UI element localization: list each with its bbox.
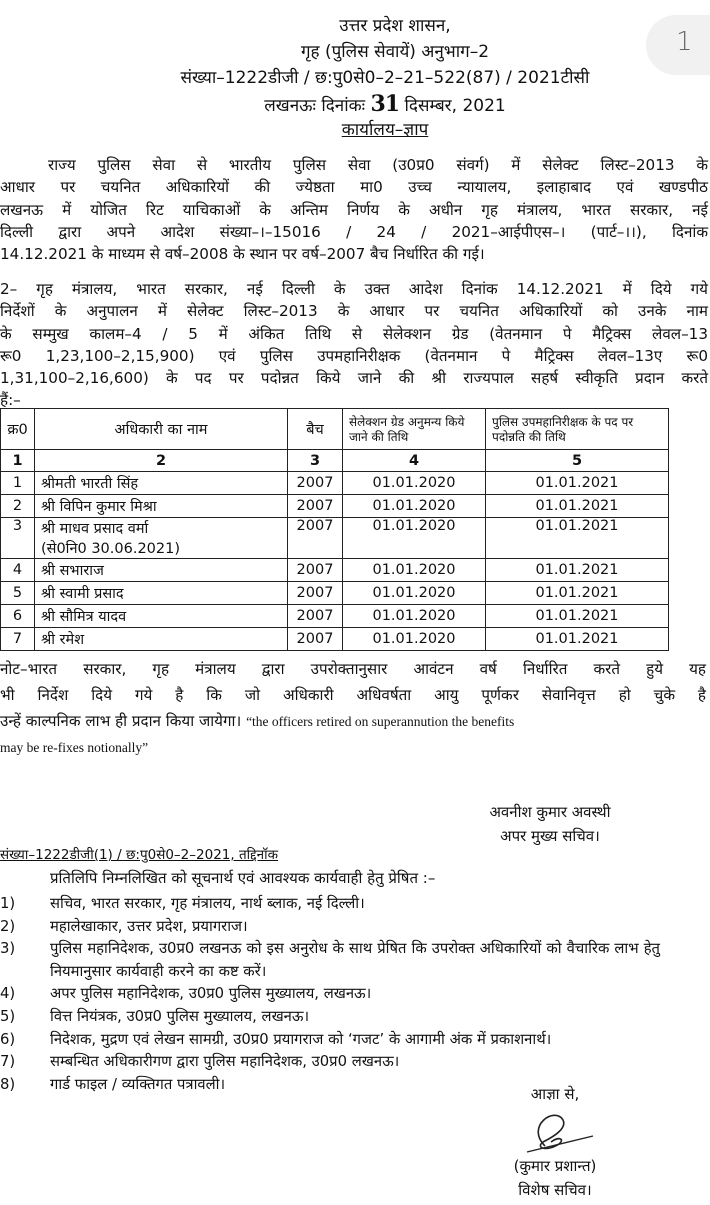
- recipient-text: सम्बन्धित अधिकारीगण द्वारा पुलिस महानिदेशक, उ0प्र0 लखनऊ।: [50, 1053, 400, 1071]
- header-batch: बैच: [288, 409, 343, 450]
- recipient-number: 7): [0, 1053, 16, 1071]
- recipient-number: 6): [0, 1030, 16, 1048]
- signatory-block-2: [485, 1082, 625, 1202]
- by-order-text: आज्ञा से,: [530, 1085, 580, 1103]
- recipient-number: 2): [0, 917, 16, 935]
- note-section: [0, 656, 706, 761]
- table-row: [1, 628, 669, 651]
- recipient-text: वित्त नियंत्रक, उ0प्र0 पुलिस मुख्यालय, लखनऊ।: [50, 1007, 310, 1025]
- cell-promotion-date: 01.01.2021: [486, 472, 669, 495]
- paragraph-line: हैं:–: [0, 391, 21, 410]
- column-number: 3: [288, 450, 343, 472]
- cell-officer-name: [35, 518, 288, 559]
- cell-batch: 2007: [288, 472, 343, 495]
- signatory-designation: विशेष सचिव।: [518, 1181, 592, 1199]
- document-title: कार्यालय–ज्ञाप: [341, 120, 429, 140]
- reference-number: संख्या–1222डीजी / छ:पु0से0–2–21–522(87) / 2021टीसी: [180, 68, 590, 88]
- recipient-text: गार्ड फाइल / व्यक्तिगत पत्रावली।: [50, 1075, 226, 1093]
- cell-selection-grade-date: 01.01.2020: [343, 628, 486, 651]
- column-number: 2: [35, 450, 288, 472]
- cell-serial: 2: [1, 495, 35, 518]
- officer-name: श्री माधव प्रसाद वर्मा: [41, 521, 149, 537]
- cell-selection-grade-date: 01.01.2020: [343, 582, 486, 605]
- paragraph-line: राज्य पुलिस सेवा से भारतीय पुलिस सेवा (उ0प्र0 संवर्ग) में सेलेक्ट लिस्ट–2013 के: [48, 156, 708, 174]
- date-prefix: लखनऊः दिनांकः: [264, 96, 366, 116]
- recipient-number: 4): [0, 985, 16, 1003]
- copy-recipient-item: [0, 893, 710, 916]
- cell-officer-name: श्री सभाराज: [35, 559, 288, 582]
- recipient-text: पुलिस महानिदेशक, उ0प्र0 लखनऊ को इस अनुरोध के साथ प्रेषित कि उपरोक्त अधिकारियों को वैचारिक लाभ हेतु नियमानुसार कार्यवाही करने का कष्ट करें।: [50, 940, 660, 980]
- note-english-quote: “the officers retired on superannution the benefits: [246, 714, 515, 729]
- document-date: [30, 92, 710, 118]
- copy-recipient-item: [0, 1051, 710, 1074]
- government-name: उत्तर प्रदेश शासन,: [339, 16, 451, 36]
- column-number: 4: [343, 450, 486, 472]
- cell-promotion-date: 01.01.2021: [486, 518, 669, 559]
- cell-serial: 3: [1, 518, 35, 559]
- note-line: भी निर्देश दिये गये है कि जो अधिकारी अधिवर्षता आयु पूर्णकर सेवानिवृत्त हो चुके है: [0, 686, 706, 704]
- signatory-name: अवनीश कुमार अवस्थी: [489, 803, 611, 821]
- copy-recipient-item: [0, 938, 710, 983]
- copy-recipient-item: [0, 1006, 710, 1029]
- recipient-text: अपर पुलिस महानिदेशक, उ0प्र0 पुलिस मुख्यालय, लखनऊ।: [50, 985, 372, 1003]
- copy-intro: प्रतिलिपि निम्नलिखित को सूचनार्थ एवं आवश्यक कार्यवाही हेतु प्रेषित :–: [50, 869, 436, 887]
- cell-serial: 1: [1, 472, 35, 495]
- date-suffix: दिसम्बर, 2021: [404, 96, 506, 116]
- cell-officer-name: श्री सौमित्र यादव: [35, 605, 288, 628]
- note-english-quote-end: may be re-fixes notionally”: [0, 740, 149, 755]
- table-row: [1, 472, 669, 495]
- header-selection-grade-date: सेलेक्शन ग्रेड अनुमन्य किये जाने की तिथि: [343, 409, 486, 450]
- copy-reference-number: संख्या–1222डीजी(1) / छ:पु0से0–2–2021, तद्दिनॉक: [0, 847, 279, 863]
- paragraph-1: [0, 154, 708, 265]
- cell-promotion-date: 01.01.2021: [486, 605, 669, 628]
- cell-selection-grade-date: 01.01.2020: [343, 495, 486, 518]
- cell-serial: 7: [1, 628, 35, 651]
- paragraph-line: आधार पर चयनित अधिकारियों की ज्येष्ठता मा0 उच्च न्यायालय, इलाहाबाद एवं खण्डपीठ: [0, 178, 708, 197]
- table-body: [1, 472, 669, 651]
- cell-batch: 2007: [288, 605, 343, 628]
- header-officer-name: अधिकारी का नाम: [35, 409, 288, 450]
- recipient-number: 1): [0, 895, 16, 912]
- table-row: [1, 582, 669, 605]
- cell-serial: 5: [1, 582, 35, 605]
- paragraph-2: [0, 278, 708, 412]
- date-day-handwritten: 31: [370, 91, 400, 117]
- department-name: गृह (पुलिस सेवायें) अनुभाग–2: [300, 42, 490, 62]
- cell-promotion-date: 01.01.2021: [486, 495, 669, 518]
- cell-serial: 6: [1, 605, 35, 628]
- table-row: [1, 495, 669, 518]
- cell-officer-name: श्री रमेश: [35, 628, 288, 651]
- cell-batch: 2007: [288, 559, 343, 582]
- cell-batch: 2007: [288, 628, 343, 651]
- table-row: [1, 605, 669, 628]
- signatory-name: (कुमार प्रशान्त): [513, 1157, 597, 1175]
- cell-officer-name: श्री विपिन कुमार मिश्रा: [35, 495, 288, 518]
- paragraph-line: लखनऊ में योजित रिट याचिकाओं के अन्तिम निर्णय के अधीन गृह मंत्रालय, भारत सरकार, नई: [0, 200, 708, 219]
- cell-selection-grade-date: 01.01.2020: [343, 472, 486, 495]
- column-number: 5: [486, 450, 669, 472]
- signatory-designation: अपर मुख्य सचिव।: [500, 827, 600, 845]
- recipient-number: 3): [0, 940, 16, 958]
- column-number-row: [1, 450, 669, 472]
- header-serial: क्र0: [1, 409, 35, 450]
- paragraph-line: 2– गृह मंत्रालय, भारत सरकार, नई दिल्ली के उक्त आदेश दिनांक 14.12.2021 में दिये गये: [0, 280, 708, 298]
- paragraph-line: दिल्ली द्वारा अपने आदेश संख्या–।–15016 / 24 / 2021–आईपीएस–। (पार्ट–।।), दिनांक: [0, 222, 708, 241]
- cell-selection-grade-date: 01.01.2020: [343, 605, 486, 628]
- cell-officer-name: श्री स्वामी प्रसाद: [35, 582, 288, 605]
- cell-promotion-date: 01.01.2021: [486, 582, 669, 605]
- cell-batch: 2007: [288, 495, 343, 518]
- recipient-number: 5): [0, 1007, 16, 1025]
- paragraph-line: रू0 1,23,100–2,15,900) एवं पुलिस उपमहानिरीक्षक (वेतनमान पे मैट्रिक्स लेवल–13ए रू0: [0, 346, 708, 365]
- recipient-text: सचिव, भारत सरकार, गृह मंत्रालय, नार्थ ब्लाक, नई दिल्ली।: [50, 895, 365, 912]
- note-line: नोट–भारत सरकार, गृह मंत्रालय द्वारा उपरोक्तानुसार आवंटन वर्ष निर्धारित करते हुये यह: [0, 660, 706, 678]
- cell-promotion-date: 01.01.2021: [486, 628, 669, 651]
- note-hindi-text: उन्हें काल्पनिक लाभ ही प्रदान किया जायेगा।: [0, 712, 242, 730]
- cell-promotion-date: 01.01.2021: [486, 559, 669, 582]
- officer-retirement-note: (से0नि0 30.06.2021): [41, 541, 180, 557]
- paragraph-line: के सम्मुख कालम–4 / 5 में अंकित तिथि से सेलेक्शन ग्रेड (वेतनमान पे मैट्रिक्स लेवल–13: [0, 324, 708, 343]
- cell-batch: 2007: [288, 518, 343, 559]
- cell-selection-grade-date: 01.01.2020: [343, 559, 486, 582]
- paragraph-line: 1,31,100–2,16,600) के पद पर पदोन्नत किये जाने की श्री राज्यपाल सहर्ष स्वीकृति प्रदान करते: [0, 369, 708, 388]
- copy-recipient-item: [0, 916, 710, 939]
- note-line: [0, 708, 706, 735]
- table-row: [1, 559, 669, 582]
- recipient-number: 8): [0, 1075, 16, 1093]
- paragraph-line: 14.12.2021 के माध्यम से वर्ष–2008 के स्थान पर वर्ष–2007 बैच निर्धारित की गई।: [0, 245, 485, 264]
- column-number: 1: [1, 450, 35, 472]
- cell-officer-name: श्रीमती भारती सिंह: [35, 472, 288, 495]
- cell-selection-grade-date: 01.01.2020: [343, 518, 486, 559]
- recipient-text: महालेखाकार, उत्तर प्रदेश, प्रयागराज।: [50, 917, 248, 935]
- cell-batch: 2007: [288, 582, 343, 605]
- officers-table: [0, 408, 669, 651]
- copy-recipient-item: [0, 983, 710, 1006]
- table-header-row: [1, 409, 669, 450]
- page-number: 1: [676, 27, 693, 57]
- cell-serial: 4: [1, 559, 35, 582]
- paragraph-line: निर्देशों के अनुपालन में सेलेक्ट लिस्ट–2013 के आधार पर चयनित अधिकारियों को उनके नाम: [0, 302, 708, 321]
- copy-recipient-item: [0, 1029, 710, 1052]
- copy-recipients-list: [0, 893, 710, 1096]
- table-row: [1, 518, 669, 559]
- signatory-block-1: [470, 800, 630, 848]
- recipient-text: निदेशक, मुद्रण एवं लेखन सामग्री, उ0प्र0 प्रयागराज को ‘गजट’ के आगामी अंक में प्रकाशनार्थ।: [50, 1030, 552, 1048]
- header-promotion-date: पुलिस उपमहानिरीक्षक के पद पर पदोन्नति की तिथि: [486, 409, 669, 450]
- handwritten-signature-icon: [515, 1106, 595, 1154]
